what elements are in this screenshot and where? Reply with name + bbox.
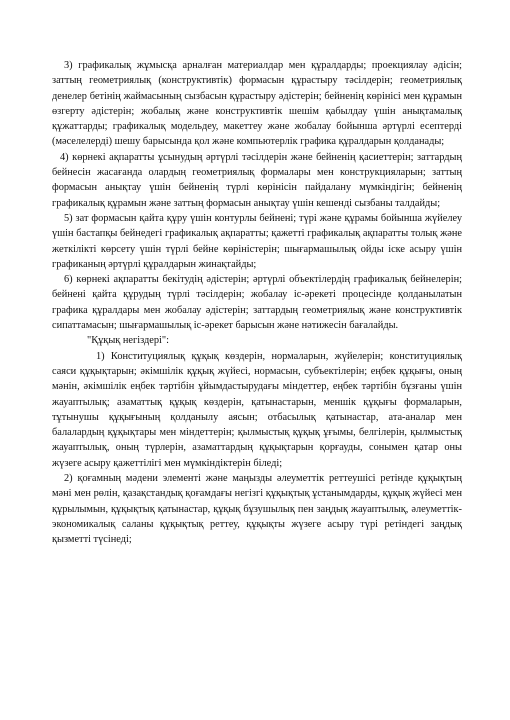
- paragraph-law-2: 2) қоғамның мәдени элементі және маңызды әлеуметтік реттеушісі ретінде құқықтың мәні мен рөлін, қазақстандық қоғамдағы негізгі құқықтық ұстанымдарды, құқық жүйесі мен құрылымын, құқықтық қатынастар, құқық бұзушылық пен заңдық жауаптылық, әлеуметтік-экономикалық саланы құқықтық реттеу, құқықты жүзеге асыру түрі ретіндегі заңдық қызметті түсінеді;: [52, 473, 462, 546]
- paragraph-item-5: 5) зат формасын қайта құру үшін контурлы бейнені; түрі және құрамы бойынша жүйелеу үшін бастапқы бейнедегі графикалық ақпаратты; қажетті графикалық ақпаратты толық және жеткілікті көрсету үшін түрлі бейне көріністерін; шығармашылық ойды іске асыру үшін графиканың әртүрлі құралдарын жинақтайды;: [52, 212, 462, 270]
- paragraph-item-6: 6) көрнекі ақпаратты бекітудің әдістерін; әртүрлі объектілердің графикалық бейнелерін; бейнені қайта құрудың түрлі тәсілдерін; жобалау іс-әрекеті процесінде қолданылатын графика құралдары мен жобалау әдістерін; заттардың геометриялық және конструктивтік сипаттамасын; шығармашылық іс-әрекет барысын және нәтижесін бағалайды.: [52, 274, 462, 332]
- document-page: [52, 58, 462, 548]
- paragraph-item-4: 4) көрнекі ақпаратты ұсынудың әртүрлі тәсілдерін және бейненің қасиеттерін; заттардың бейнесін жасағанда олардың геометриялық формалары мен конструкцияларын; заттың формасын анықтау үшін бейненің түрлі көрінісін пайдалану мүмкіндігін; бейненің графикалық құрамын және заттың формасын анықтау үшін кешенді сызбаны талдайды;: [52, 151, 462, 209]
- paragraph-item-3: 3) графикалық жұмысқа арналған материалдар мен құралдарды; проекциялау әдісін; заттың геометриялық (конструктивтік) формасын құрастыру тәсілдерін; геометриялық денелер бетінің жаймасының сызбасын құрастыру әдістерін; бейненің көрінісі мен құрамын өзгерту әдістерін; жобалық және конструктивтік шешім қабылдау үшін анықтамалық құжаттарды; графикалық модельдеу, макеттеу және жобалау бойынша әртүрлі есептерді (мәселелерді) шешу барысында қол және компьютерлік графика құралдарын қолданады;: [52, 60, 462, 148]
- paragraph-law-1: 1) Конституциялық құқық көздерін, нормаларын, жүйелерін; конституциялық саяси құқықтарын; әкімшілік құқық жүйесі, нормасын, субъектілерін; еңбек құқығы, оның мәнін, әкімшілік еңбек тәртібін ұйымдастырудағы міндеттер, еңбек тәртібін бұзғаны үшін жауаптылық; азаматтық құқық көздерін, қатынастарын, меншік құқығы формаларын, тұтынушы құқығының қолданылу аясын; отбасылық қатынастар, ата-аналар мен балалардың құқықтары мен міндеттерін; қылмыстық құқық ұғымы, белгілерін, қылмыстық жауаптылық, оның түрлерін, азаматтардың құқықтарын қорғауды, сонымен қатар оны жүзеге асыру қажеттілігі мен мүмкіндіктерін біледі;: [52, 350, 462, 469]
- section-heading: "Құқық негіздері":: [87, 335, 170, 347]
